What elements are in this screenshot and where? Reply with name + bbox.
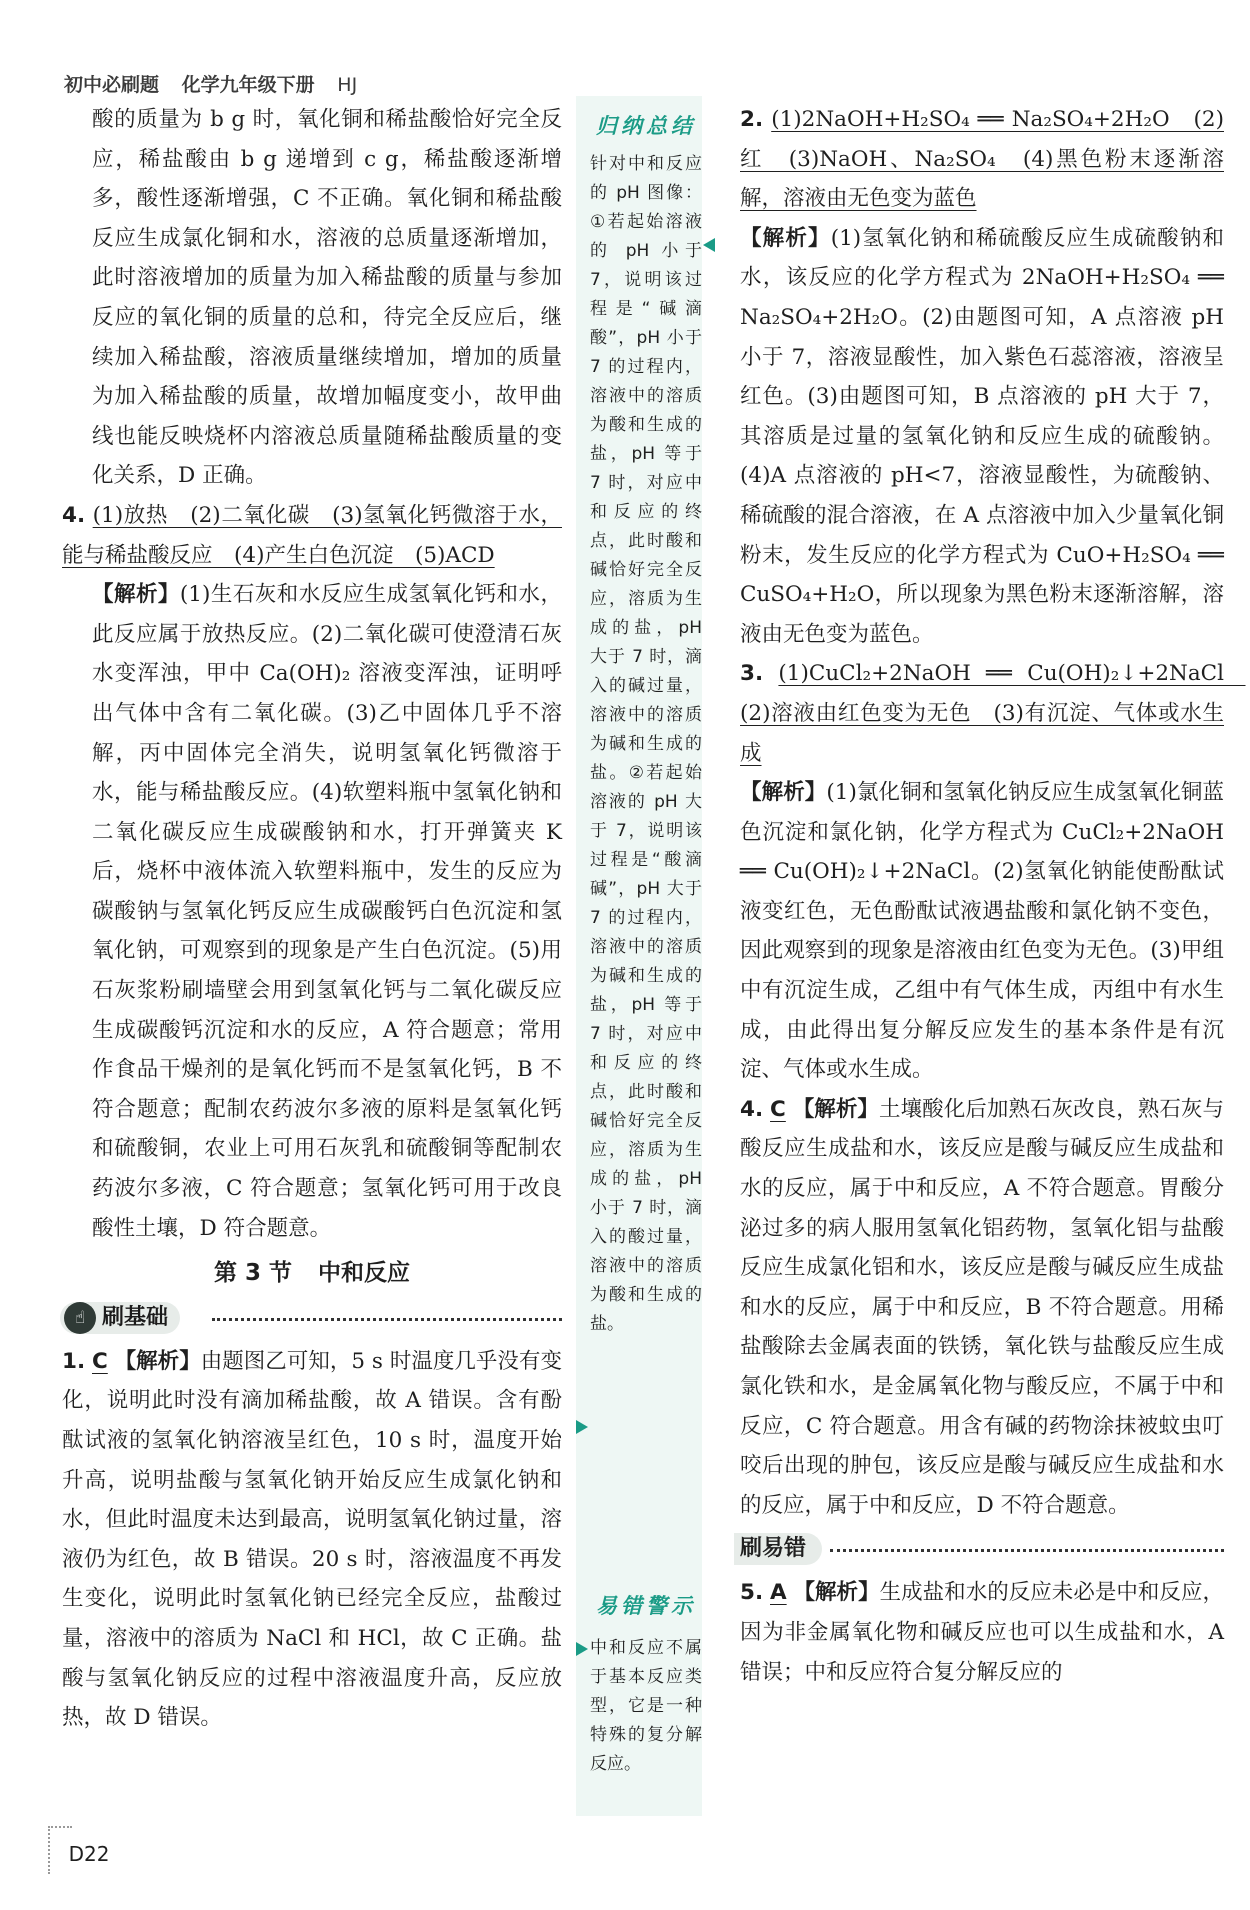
- answer-item-4: [62, 496, 562, 575]
- explanation-tag: 【解析】: [792, 1096, 879, 1122]
- answer-key: (1)CuCl₂+2NaOH ══ Cu(OH)₂↓+2NaCl (2)溶液由红色变为无色 (3)有沉淀、气体或水生成: [740, 661, 1246, 766]
- drill-mistake-banner: [740, 1529, 1224, 1569]
- sidebar-warning-text: 中和反应不属于基本反应类型，它是一种特殊的复分解反应。: [590, 1638, 702, 1774]
- explanation-text: (1)生石灰和水反应生成氢氧化钙和水，此反应属于放热反应。(2)二氧化碳可使澄清石灰水变浑浊，甲中 Ca(OH)₂ 溶液变浑浊，证明呼出气体中含有二氧化碳。(3)乙中固体几乎不溶解，丙中固体完全消失，说明氢氧化钙微溶于水，能与稀盐酸反应。(4)软塑料瓶中氢氧化钠和二氧化碳反应生成碳酸钠和水，打开弹簧夹 K 后，烧杯中液体流入软塑料瓶中，发生的反应为碳酸钠与氢氧化钙反应生成碳酸钙白色沉淀和氢氧化钠，可观察到的现象是产生白色沉淀。(5)用石灰浆粉刷墙壁会用到氢氧化钙与二氧化碳反应生成碳酸钙沉淀和水的反应，A 符合题意；常用作食品干燥剂的是氧化钙而不是氢氧化钙，B 不符合题意；配制农药波尔多液的原料是氢氧化钙和硫酸铜，农业上可用石灰乳和硫酸铜等配制农药波尔多液，C 符合题意；氢氧化钙可用于改良酸性土壤，D 符合题意。: [92, 582, 562, 1241]
- answer-item-4-right: [740, 1090, 1224, 1526]
- answer-key: C: [92, 1348, 108, 1374]
- dotted-divider: [212, 1318, 562, 1321]
- item-number: 5.: [740, 1580, 764, 1606]
- drill-basic-banner: [62, 1298, 562, 1338]
- hand-pointer-icon: ☝: [64, 1302, 96, 1334]
- book-series: 初中必刷题: [64, 74, 160, 96]
- section-title: [62, 1254, 562, 1294]
- sidebar-heading-summary: 归纳总结: [596, 113, 696, 138]
- explanation-tag: 【解析】: [740, 780, 827, 806]
- explanation-3: [740, 773, 1224, 1090]
- answer-key: A: [770, 1580, 787, 1606]
- sidebar-summary-text: 针对中和反应的 pH 图像：①若起始溶液的 pH 小于 7，说明该过程是“碱滴酸”，pH 小于 7 的过程内，溶液中的溶质为酸和生成的盐，pH 等于 7 时，对应中和反应的终点，此时酸和碱恰好完全反应，溶质为生成的盐，pH 大于 7 时，滴入的碱过量，溶液中的溶质为碱和生成的盐。②若起始溶液的 pH 大于 7，说明该过程是“酸滴碱”，pH 大于 7 的过程内，溶液中的溶质为碱和生成的盐，pH 等于 7 时，对应中和反应的终点，此时酸和碱恰好完全反应，溶质为生成的盐，pH 小于 7 时，滴入的酸过量，溶液中的溶质为酸和生成的盐。: [590, 154, 702, 1334]
- explanation-text: 土壤酸化后加熟石灰改良，熟石灰与酸反应生成盐和水，该反应是酸与碱反应生成盐和水的反应，属于中和反应，A 不符合题意。胃酸分泌过多的病人服用氢氧化铝药物，氢氧化铝与盐酸反应生成氯化铝和水，该反应是酸与碱反应生成盐和水的反应，属于中和反应，B 不符合题意。用稀盐酸除去金属表面的铁锈，氧化铁与盐酸反应生成氯化铁和水，是金属氧化物与酸反应，不属于中和反应，C 符合题意。用含有碱的药物涂抹被蚊虫叮咬后出现的肿包，该反应是酸与碱反应生成盐和水的反应，属于中和反应，D 不符合题意。: [740, 1096, 1224, 1518]
- answer-item-2: [740, 100, 1224, 219]
- continued-paragraph: 酸的质量为 b g 时，氧化铜和稀盐酸恰好完全反应，稀盐酸由 b g 递增到 c g，稀盐酸逐渐增多，酸性逐渐增强，C 不正确。氧化铜和稀盐酸反应生成氯化铜和水，溶液的总质量逐渐增加，此时溶液增加的质量为加入稀盐酸的质量与参加反应的氧化铜的质量的总和，待完全反应后，继续加入稀盐酸，溶液质量继续增加，增加的质量为加入稀盐酸的质量，故增加幅度变小，故甲曲线也能反映烧杯内溶液总质量随稀盐酸质量的变化关系，D 正确。: [92, 107, 562, 489]
- right-column: [740, 100, 1246, 1692]
- answer-key: (1)放热 (2)二氧化碳 (3)氢氧化钙微溶于水，能与稀盐酸反应 (4)产生白色沉淀 (5)ACD: [62, 502, 562, 568]
- section-name: 中和反应: [318, 1260, 411, 1287]
- explanation-text: (1)氯化铜和氢氧化钠反应生成氢氧化铜蓝色沉淀和氯化钠，化学方程式为 CuCl₂+2NaOH ══ Cu(OH)₂↓+2NaCl。(2)氢氧化钠能使酚酞试液变红色，无色酚酞试液遇盐酸和氯化钠不变色，因此观察到的现象是溶液由红色变为无色。(3)甲组中有沉淀生成，乙组中有气体生成，丙组中有水生成，由此得出复分解反应发生的基本条件是有沉淀、气体或水生成。: [740, 780, 1224, 1083]
- item-number: 2.: [740, 107, 764, 132]
- explanation-tag: 【解析】: [114, 1348, 201, 1374]
- book-subject: 化学九年级下册: [181, 74, 315, 96]
- sidebar-heading-warning: 易错警示: [596, 1593, 696, 1618]
- item-number: 4.: [62, 502, 86, 528]
- item-number: 4.: [740, 1096, 764, 1122]
- page-header: [64, 70, 373, 100]
- left-column: [62, 100, 562, 1738]
- pointer-arrow-icon: [576, 1420, 588, 1434]
- answer-item-3: [740, 654, 1246, 773]
- explanation-4: [62, 575, 562, 1248]
- answer-key: C: [770, 1096, 786, 1122]
- answer-item-5: [740, 1573, 1224, 1692]
- page-number: D22: [68, 1842, 110, 1866]
- answer-key: (1)2NaOH+H₂SO₄ ══ Na₂SO₄+2H₂O (2)红 (3)NaOH、Na₂SO₄ (4)黑色粉末逐渐溶解，溶液由无色变为蓝色: [740, 107, 1224, 212]
- explanation-tag: 【解析】: [740, 225, 831, 251]
- item-number: 1.: [62, 1348, 86, 1374]
- explanation-text: (1)氢氧化钠和稀硫酸反应生成硫酸钠和水，该反应的化学方程式为 2NaOH+H₂SO₄ ══ Na₂SO₄+2H₂O。(2)由题图可知，A 点溶液 pH 小于 7，溶液显酸性，加入紫色石蕊溶液，溶液呈红色。(3)由题图可知，B 点溶液的 pH 大于 7，其溶质是过量的氢氧化钠和反应生成的硫酸钠。(4)A 点溶液的 pH<7，溶液显酸性，为硫酸钠、稀硫酸的混合溶液，在 A 点溶液中加入少量氧化铜粉末，发生反应的化学方程式为 CuO+H₂SO₄ ══ CuSO₄+H₂O，所以现象为黑色粉末逐渐溶解，溶液由无色变为蓝色。: [740, 225, 1224, 647]
- section-number: 第 3 节: [213, 1260, 293, 1287]
- drill-mistake-label: 刷易错: [734, 1533, 822, 1565]
- drill-basic-label: 刷基础: [60, 1302, 180, 1334]
- explanation-text: 生成盐和水的反应未必是中和反应，因为非金属氧化物和碱反应也可以生成盐和水，A 错误；中和反应符合复分解反应的: [740, 1580, 1224, 1685]
- pointer-arrow-icon: [703, 238, 715, 252]
- explanation-2: [740, 219, 1224, 655]
- item-number: 3.: [740, 661, 764, 687]
- explanation-tag: 【解析】: [793, 1580, 880, 1606]
- answer-item-1: [62, 1342, 562, 1738]
- explanation-text: 由题图乙可知，5 s 时温度几乎没有变化，说明此时没有滴加稀盐酸，故 A 错误。含有酚酞试液的氢氧化钠溶液呈红色，10 s 时，温度开始升高，说明盐酸与氢氧化钠开始反应生成氯化钠和水，但此时温度未达到最高，说明氢氧化钠过量，溶液仍为红色，故 B 错误。20 s 时，溶液温度不再发生变化，说明此时氢氧化钠已经完全反应，盐酸过量，溶液中的溶质为 NaCl 和 HCl，故 C 正确。盐酸与氢氧化钠反应的过程中溶液温度升高，反应放热，故 D 错误。: [62, 1348, 562, 1731]
- explanation-tag: 【解析】: [92, 582, 180, 608]
- pointer-arrow-icon: [576, 1642, 588, 1656]
- book-edition: HJ: [337, 74, 358, 96]
- dotted-divider: [830, 1549, 1224, 1552]
